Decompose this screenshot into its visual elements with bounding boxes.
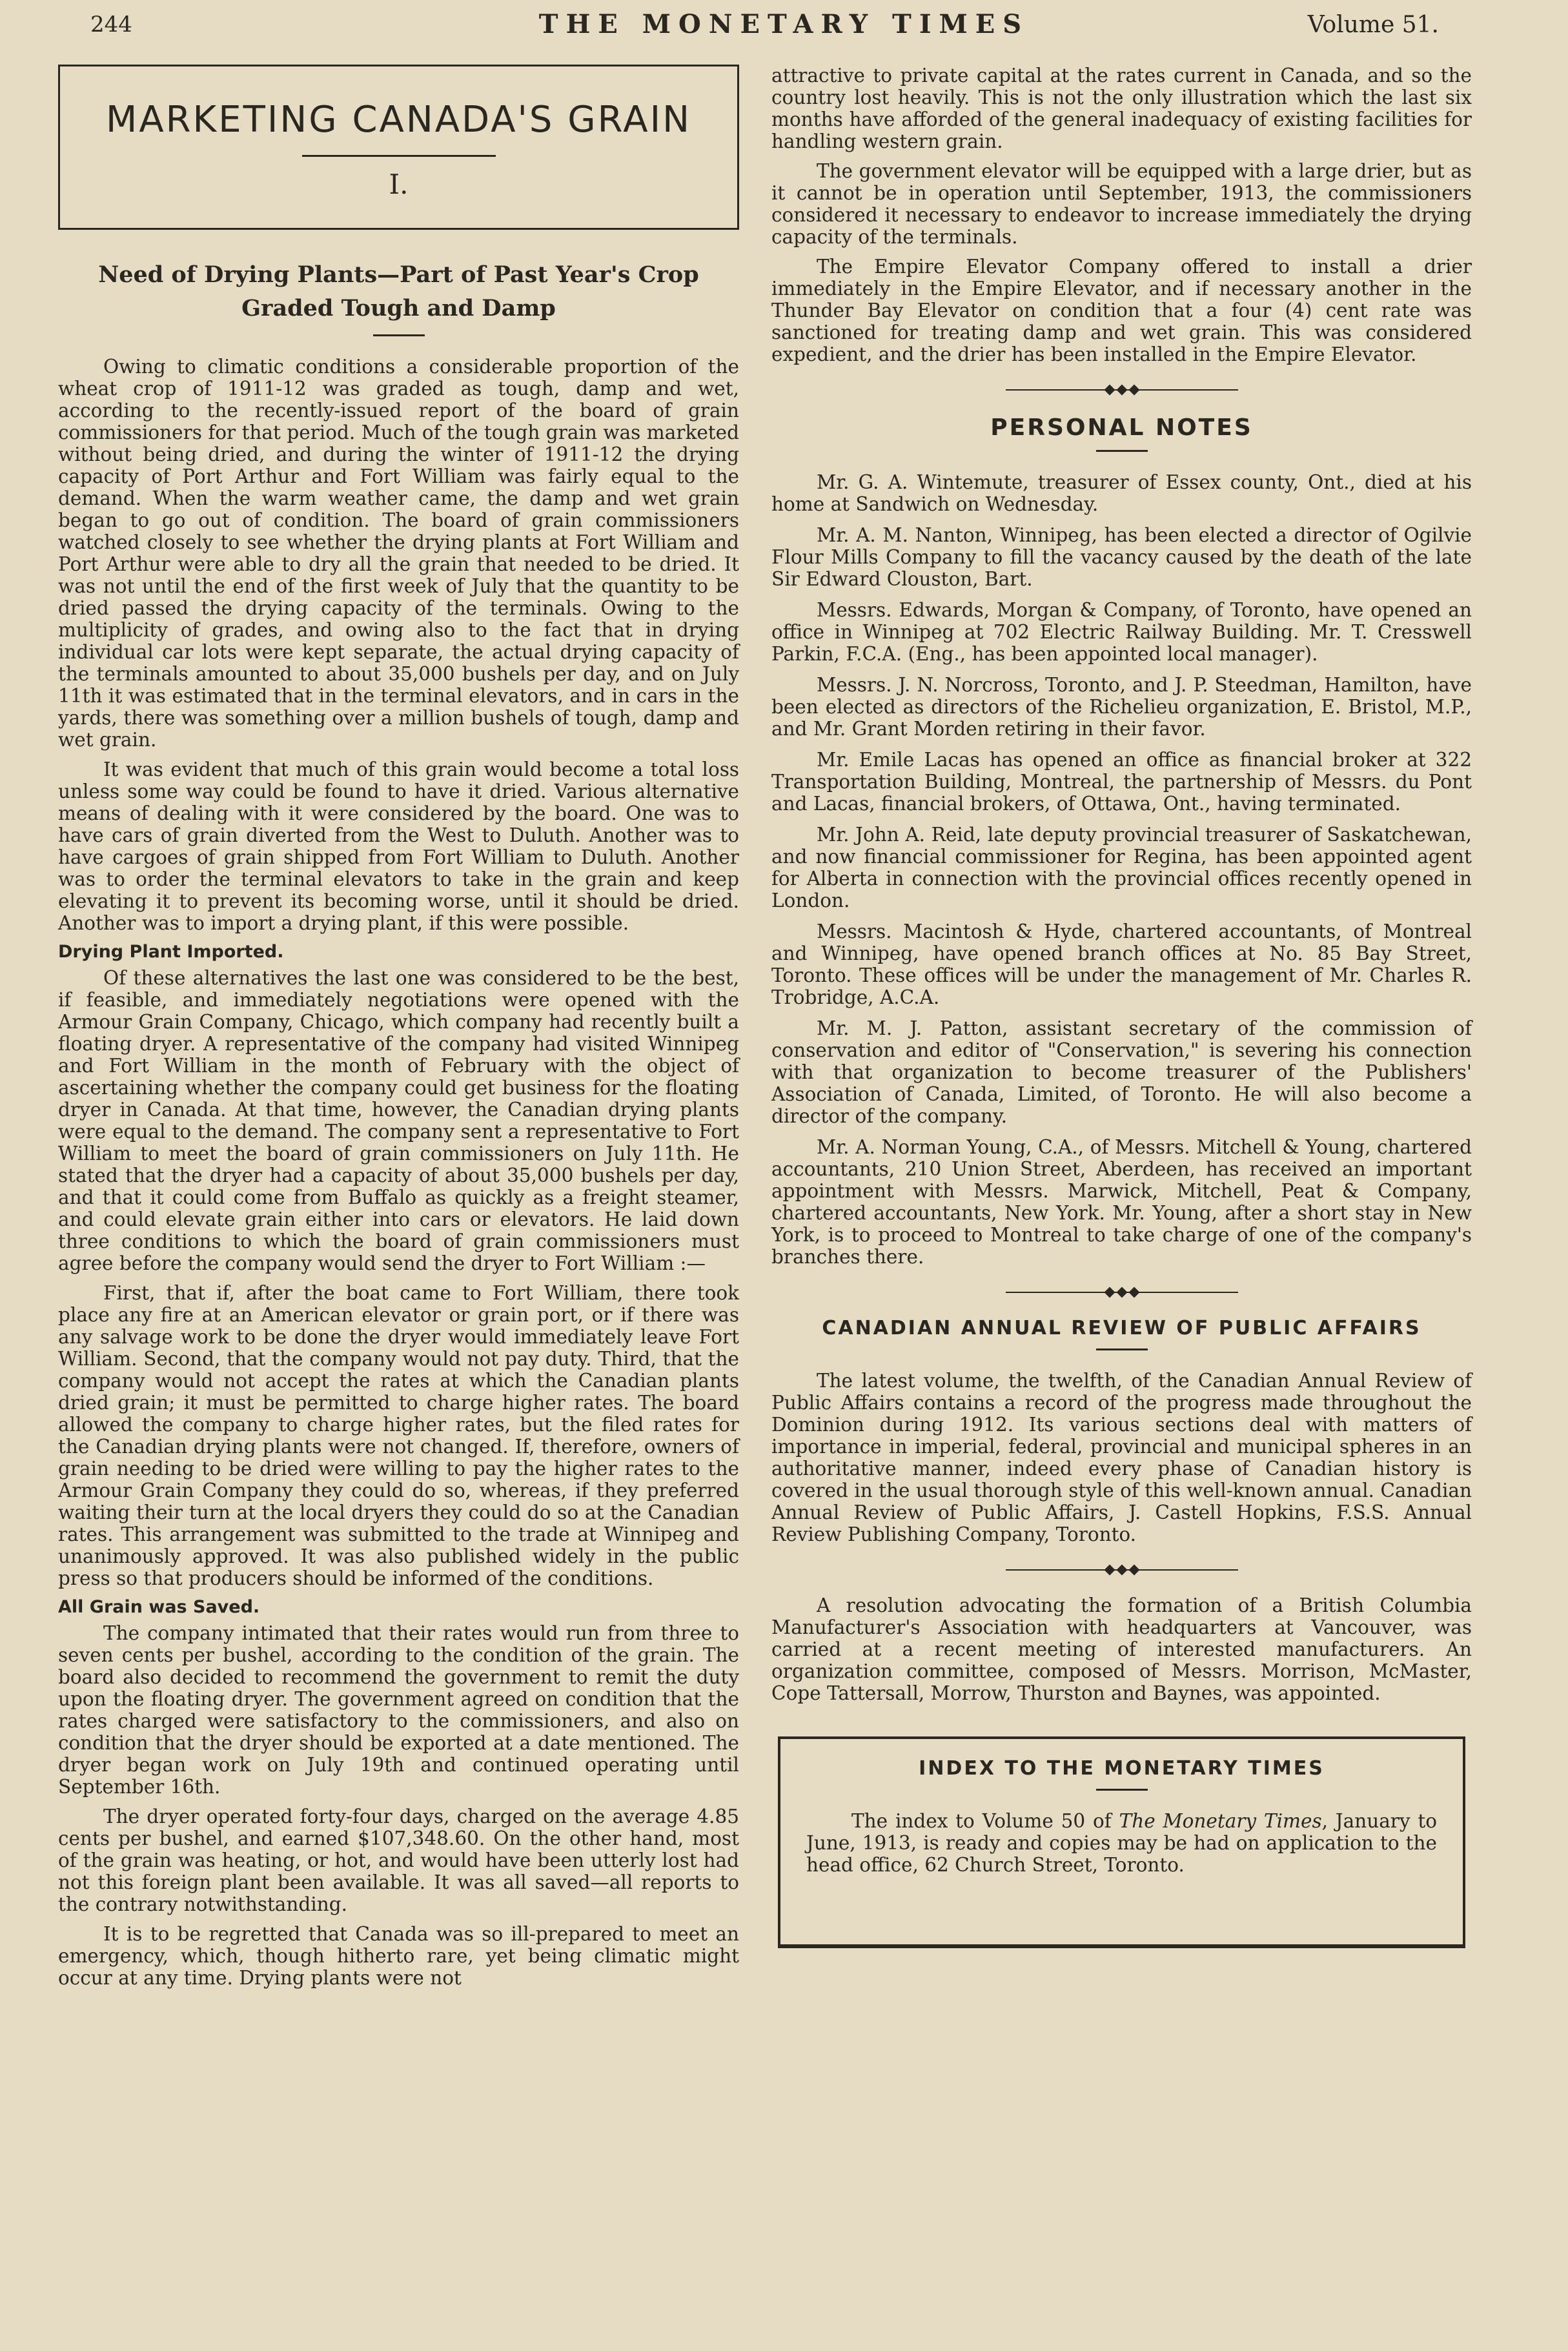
part-number: I. (389, 168, 409, 200)
continuation-paragraph: The government elevator will be equipped with a large drier, but as it cannot be in operation until September, 1913, the commissioners considered it necessary to endeavor to increase immediately the drying capacity of the terminals. (771, 160, 1472, 248)
divider (373, 334, 425, 336)
index-notice-heading: INDEX TO THE MONETARY TIMES (919, 1757, 1325, 1780)
subheading-grain-saved: All Grain was Saved. (58, 1597, 260, 1617)
article-paragraph: Of these alternatives the last one was considered to be the best, if feasible, and immediately negotiations were opened with the Armour Grain Company, Chicago, which company had recently built a floating dryer. A representative of the company had visited Winnipeg and Fort William in the month of February with the object of ascertaining whether the company could get business for the floating dryer in Canada. At that time, however, the Canadian drying plants were equal to the demand. The company sent a representative to Fort William to meet the board of grain commissioners on July 11th. He stated that the dryer had a capacity of about 35,000 bushels per day, and that it could come from Buffalo as quickly as a freight steamer, and could elevate grain either into cars or elevators. He laid down three conditions to which the board of grain commissioners must agree before the company would send the dryer to Fort William :— (58, 967, 739, 1274)
article-title: MARKETING CANADA'S GRAIN (106, 99, 691, 141)
journal-name-italic: The Monetary Times (1119, 1810, 1322, 1832)
left-column (58, 65, 739, 1997)
ornament-divider (1006, 385, 1238, 395)
subheading-drying-plant: Drying Plant Imported. (58, 942, 284, 962)
index-notice-box (778, 1736, 1465, 1948)
personal-note: Messrs. Macintosh & Hyde, chartered accountants, of Montreal and Winnipeg, have opened branch offices at No. 85 Bay Street, Toronto. These offices will be under the management of Mr. Charles R. Trobridge, A.C.A. (771, 921, 1472, 1008)
personal-note: Mr. Emile Lacas has opened an office as financial broker at 322 Transportation Building, Montreal, the partnership of Messrs. du Pont and Lacas, financial brokers, of Ottawa, Ont., having terminated. (771, 749, 1472, 815)
index-notice-text: The index to Volume 50 of The Monetary Times, January to June, 1913, is ready and copies may be had on application to the head office, 62 Church Street, Toronto. (806, 1810, 1438, 1876)
article-subtitle: Need of Drying Plants—Part of Past Year's Crop Graded Tough and Damp (98, 261, 699, 321)
article-paragraph: It was evident that much of this grain would become a total loss unless some way could be found to have it dried. Various alternative means of dealing with it were considered by the board. One was to have cars of grain diverted from the West to Duluth. Another was to have cargoes of grain shipped from Fort William to Duluth. Another was to order the terminal elevators to take in the grain and keep elevating it to prevent its becoming worse, until it should be dried. Another was to import a drying plant, if this were possible. (58, 758, 739, 934)
ornament-divider (1006, 1287, 1238, 1298)
volume-label: Volume 51. (1307, 12, 1439, 38)
journal-title: THE MONETARY TIMES (538, 9, 1030, 39)
personal-notes-heading: PERSONAL NOTES (990, 414, 1253, 441)
right-column (771, 65, 1472, 1948)
personal-note: Mr. A. Norman Young, C.A., of Messrs. Mitchell & Young, chartered accountants, 210 Union Street, Aberdeen, has received an important appointment with Messrs. Marwick, Mitchell, Peat & Company, chartered accountants, New York. Mr. Young, after a short stay in New York, is to proceed to Montreal to take charge of one of the company's branches there. (771, 1136, 1472, 1268)
personal-note: Messrs. J. N. Norcross, Toronto, and J. P. Steedman, Hamilton, have been elected as directors of the Richelieu organization, E. Bristol, M.P., and Mr. Grant Morden retiring in their favor. (771, 674, 1472, 740)
personal-note: Messrs. Edwards, Morgan & Company, of Toronto, have opened an office in Winnipeg at 702 Electric Railway Building. Mr. T. Cresswell Parkin, F.C.A. (Eng., has been appointed local manager). (771, 599, 1472, 665)
ornament-divider (1006, 1565, 1238, 1575)
personal-note: Mr. G. A. Wintemute, treasurer of Essex county, Ont., died at his home at Sandwich on Wednesday. (771, 471, 1472, 515)
article-paragraph: First, that if, after the boat came to Fort William, there took place any fire at an American elevator or grain port, or if there was any salvage work to be done the dryer would immediately leave Fort William. Second, that the company would not pay duty. Third, that the company would not accept the rates at which the Canadian plants dried grain; it must be permitted to charge higher rates. The board allowed the company to charge higher rates, but the filed rates for the Canadian drying plants were not changed. If, therefore, owners of grain needing to be dried were willing to pay the higher rates to the Armour Grain Company they could do so, whereas, if they preferred waiting their turn at the local dryers they could do so at the Canadian rates. This arrangement was submitted to the trade at Winnipeg and unanimously approved. It was also published widely in the public press so that producers should be informed of the conditions. (58, 1282, 739, 1589)
divider (1096, 1789, 1148, 1791)
article-paragraph: It is to be regretted that Canada was so ill-prepared to meet an emergency, which, though hitherto rare, yet being climatic might occur at any time. Drying plants were not (58, 1923, 739, 1989)
divider (1096, 1349, 1148, 1350)
article-paragraph: The company intimated that their rates would run from three to seven cents per bushel, according to the condition of the grain. The board also decided to recommend the government to remit the duty upon the floating dryer. The government agreed on condition that the rates charged were satisfactory to the commissioners, and also on condition that the dryer should be exported at a date mentioned. The dryer began work on July 19th and continued operating until September 16th. (58, 1622, 739, 1798)
annual-review-heading: CANADIAN ANNUAL REVIEW OF PUBLIC AFFAIRS (822, 1317, 1421, 1339)
article-paragraph: The dryer operated forty-four days, charged on the average 4.85 cents per bushel, and earned $107,348.60. On the other hand, most of the grain was heating, or hot, and would have been utterly lost had not this foreign plant been available. It was all saved—all reports to the contrary notwithstanding. (58, 1806, 739, 1915)
page-number: 244 (90, 12, 132, 37)
personal-note: Mr. John A. Reid, late deputy provincial treasurer of Saskatchewan, and now financial commissioner for Regina, has been appointed agent for Alberta in connection with the provincial offices recently opened in London. (771, 824, 1472, 911)
resolution-text: A resolution advocating the formation of a British Columbia Manufacturer's Association with headquarters at Vancouver, was carried at a recent meeting of interested manufacturers. An organization committee, composed of Messrs. Morrison, McMaster, Cope Tattersall, Morrow, Thurston and Baynes, was appointed. (771, 1594, 1472, 1704)
annual-review-text: The latest volume, the twelfth, of the Canadian Annual Review of Public Affairs contains a record of the progress made throughout the Dominion during 1912. Its various sections deal with matters of importance in imperial, federal, provincial and municipal spheres in an authoritative manner, indeed every phase of Canadian history is covered in the usual thorough style of this well-known annual. Canadian Annual Review of Public Affairs, J. Castell Hopkins, F.S.S. Annual Review Publishing Company, Toronto. (771, 1370, 1472, 1545)
personal-note: Mr. M. J. Patton, assistant secretary of the commission of conservation and editor of "Conservation," is severing his connection with that organization to become treasurer of the Publishers' Association of Canada, Limited, of Toronto. He will also become a director of the company. (771, 1017, 1472, 1127)
title-rule (302, 155, 496, 157)
article-paragraph: Owing to climatic conditions a considerable proportion of the wheat crop of 1911-12 was graded as tough, damp and wet, according to the recently-issued report of the board of grain commissioners for that period. Much of the tough grain was marketed without being dried, and during the winter of 1911-12 the drying capacity of Port Arthur and Fort William was fairly equal to the demand. When the warm weather came, the damp and wet grain began to go out of condition. The board of grain commissioners watched closely to see whether the drying plants at Fort William and Port Arthur were able to dry all the grain that needed to be dried. It was not until the end of the first week of July that the quantity to be dried passed the drying capacity of the terminals. Owing to the multiplicity of grades, and owing also to the fact that in drying individual car lots were kept separate, the actual drying capacity of the terminals amounted to about 35,000 bushels per day, and on July 11th it was estimated that in the terminal elevators, and in cars in the yards, there was something over a million bushels of tough, damp and wet grain. (58, 356, 739, 751)
running-head (0, 6, 1568, 45)
divider (1096, 450, 1148, 452)
continuation-paragraph: attractive to private capital at the rates current in Canada, and so the country lost heavily. This is not the only illustration which the last six months have afforded of the general inadequacy of existing facilities for handling western grain. (771, 65, 1472, 152)
continuation-paragraph: The Empire Elevator Company offered to install a drier immediately in the Empire Elevator, and if necessary another in the Thunder Bay Elevator on condition that a four (4) cent rate was sanctioned for treating damp and wet grain. This was considered expedient, and the drier has been installed in the Empire Elevator. (771, 256, 1472, 365)
article-title-box (58, 65, 739, 230)
personal-note: Mr. A. M. Nanton, Winnipeg, has been elected a director of Ogilvie Flour Mills Company to fill the vacancy caused by the death of the late Sir Edward Clouston, Bart. (771, 524, 1472, 590)
